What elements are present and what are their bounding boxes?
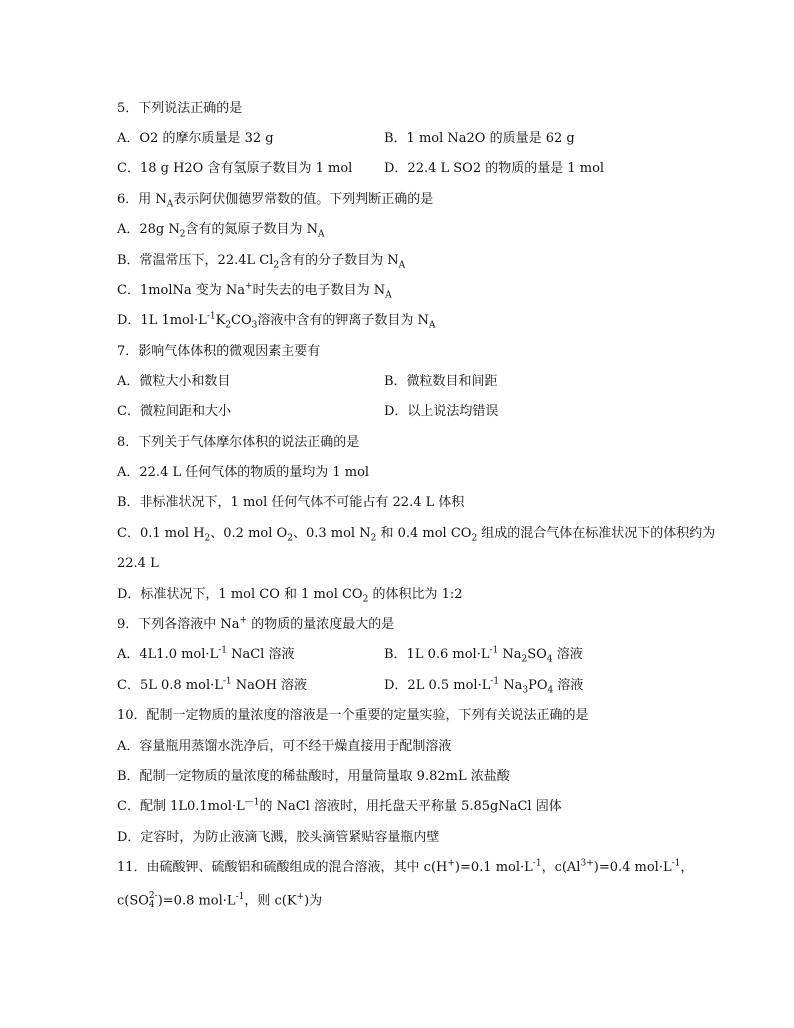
q6-option-d: D．1L $1mol\cdot L^{-1}K_2CO_3$溶液中含有的钾离子数目为 $N_A$ bbox=[117, 311, 436, 331]
q10-option-c: C．配制 $1L0.1mol\cdot L^{—1}$的 NaCl 溶液时，用托盘天平称量 5.85gNaCl 固体 bbox=[117, 797, 562, 814]
q5-option-a: A．O2 的摩尔质量是 32 g bbox=[117, 131, 274, 146]
q9-stem: 9．下列各溶液中 Na+ 的物质的量浓度最大的是 bbox=[117, 615, 395, 632]
q5-option-d: D．22.4 L SO2 的物质的量是 1 mol bbox=[384, 161, 605, 176]
q9-option-c: C．5L 0.8 $mol\cdot L^{-1}$ NaOH 溶液 bbox=[117, 676, 308, 693]
q8-option-d: D．标准状况下，1 mol CO 和 1 mol $CO_2$ 的体积比为 1:2 bbox=[117, 587, 463, 605]
q7-option-d: D．以上说法均错误 bbox=[384, 404, 499, 419]
q9-option-a: A．4L1.0 $mol\cdot L^{-1}$ NaCl 溶液 bbox=[117, 645, 295, 662]
q11-stem: 11．由硫酸钾、硫酸铝和硫酸组成的混合溶液，其中 c(H+)=0.1 $mol\cdot L^{-1}$，$c(Al^{3+})=0.4$ $mol\cdot L^{-1}$， bbox=[117, 858, 694, 875]
q7-option-c: C．微粒间距和大小 bbox=[117, 404, 231, 419]
q6-stem: 6．用 $N_A$表示阿伏伽德罗常数的值。下列判断正确的是 bbox=[117, 192, 434, 210]
q8-option-a: A．22.4 L 任何气体的物质的量均为 1 mol bbox=[117, 465, 370, 480]
q10-option-d: D．定容时，为防止液滴飞溅，胶头滴管紧贴容量瓶内壁 bbox=[117, 830, 440, 845]
q8-stem: 8．下列关于气体摩尔体积的说法正确的是 bbox=[117, 435, 360, 450]
q8-option-b: B．非标准状况下，1 mol 任何气体不可能占有 22.4 L 体积 bbox=[117, 495, 465, 510]
q10-option-b: B．配制一定物质的量浓度的稀盐酸时，用量筒量取 9.82mL 浓盐酸 bbox=[117, 769, 510, 784]
q10-option-a: A．容量瓶用蒸馏水洗净后，可不经干燥直接用于配制溶液 bbox=[117, 739, 452, 754]
q10-stem: 10．配制一定物质的量浓度的溶液是一个重要的定量实验，下列有关说法正确的是 bbox=[117, 708, 589, 723]
q11-stem-continued: c(SO 2- 4 )=0.8 $mol\cdot L^{-1}$，则 c(K+)为 bbox=[117, 891, 323, 910]
q5-option-b: B．1 mol Na2O 的质量是 62 g bbox=[384, 131, 575, 146]
q8-option-c: C．0.1 mol $H_2$、0.2 mol $O_2$、0.3 mol $N_2$ 和 0.4 mol $CO_2$ 组成的混合气体在标准状况下的体积约为 bbox=[117, 526, 716, 544]
q5-stem: 5．下列说法正确的是 bbox=[117, 101, 243, 116]
q5-option-c: C．18 g H2O 含有氢原子数目为 1 mol bbox=[117, 161, 353, 176]
q6-option-a: A．28g $N_2$含有的氮原子数目为 $N_A$ bbox=[117, 222, 325, 240]
q7-option-b: B．微粒数目和间距 bbox=[384, 374, 498, 389]
q6-option-b: B．常温常压下，22.4L $Cl_2$含有的分子数目为 $N_A$ bbox=[117, 253, 406, 271]
q7-stem: 7．影响气体体积的微观因素主要有 bbox=[117, 344, 321, 359]
q6-option-c: C．1molNa 变为 Na+时失去的电子数目为 $N_A$ bbox=[117, 281, 392, 301]
q9-option-b: B．1L 0.6 $mol\cdot L^{-1}$ $Na_2SO_4$ 溶液 bbox=[384, 645, 583, 665]
q9-option-d: D．2L 0.5 $mol\cdot L^{-1}$ $Na_3PO_4$ 溶液 bbox=[384, 676, 584, 696]
q7-option-a: A．微粒大小和数目 bbox=[117, 374, 231, 389]
q8-option-c-continued: 22.4 L bbox=[117, 556, 159, 571]
